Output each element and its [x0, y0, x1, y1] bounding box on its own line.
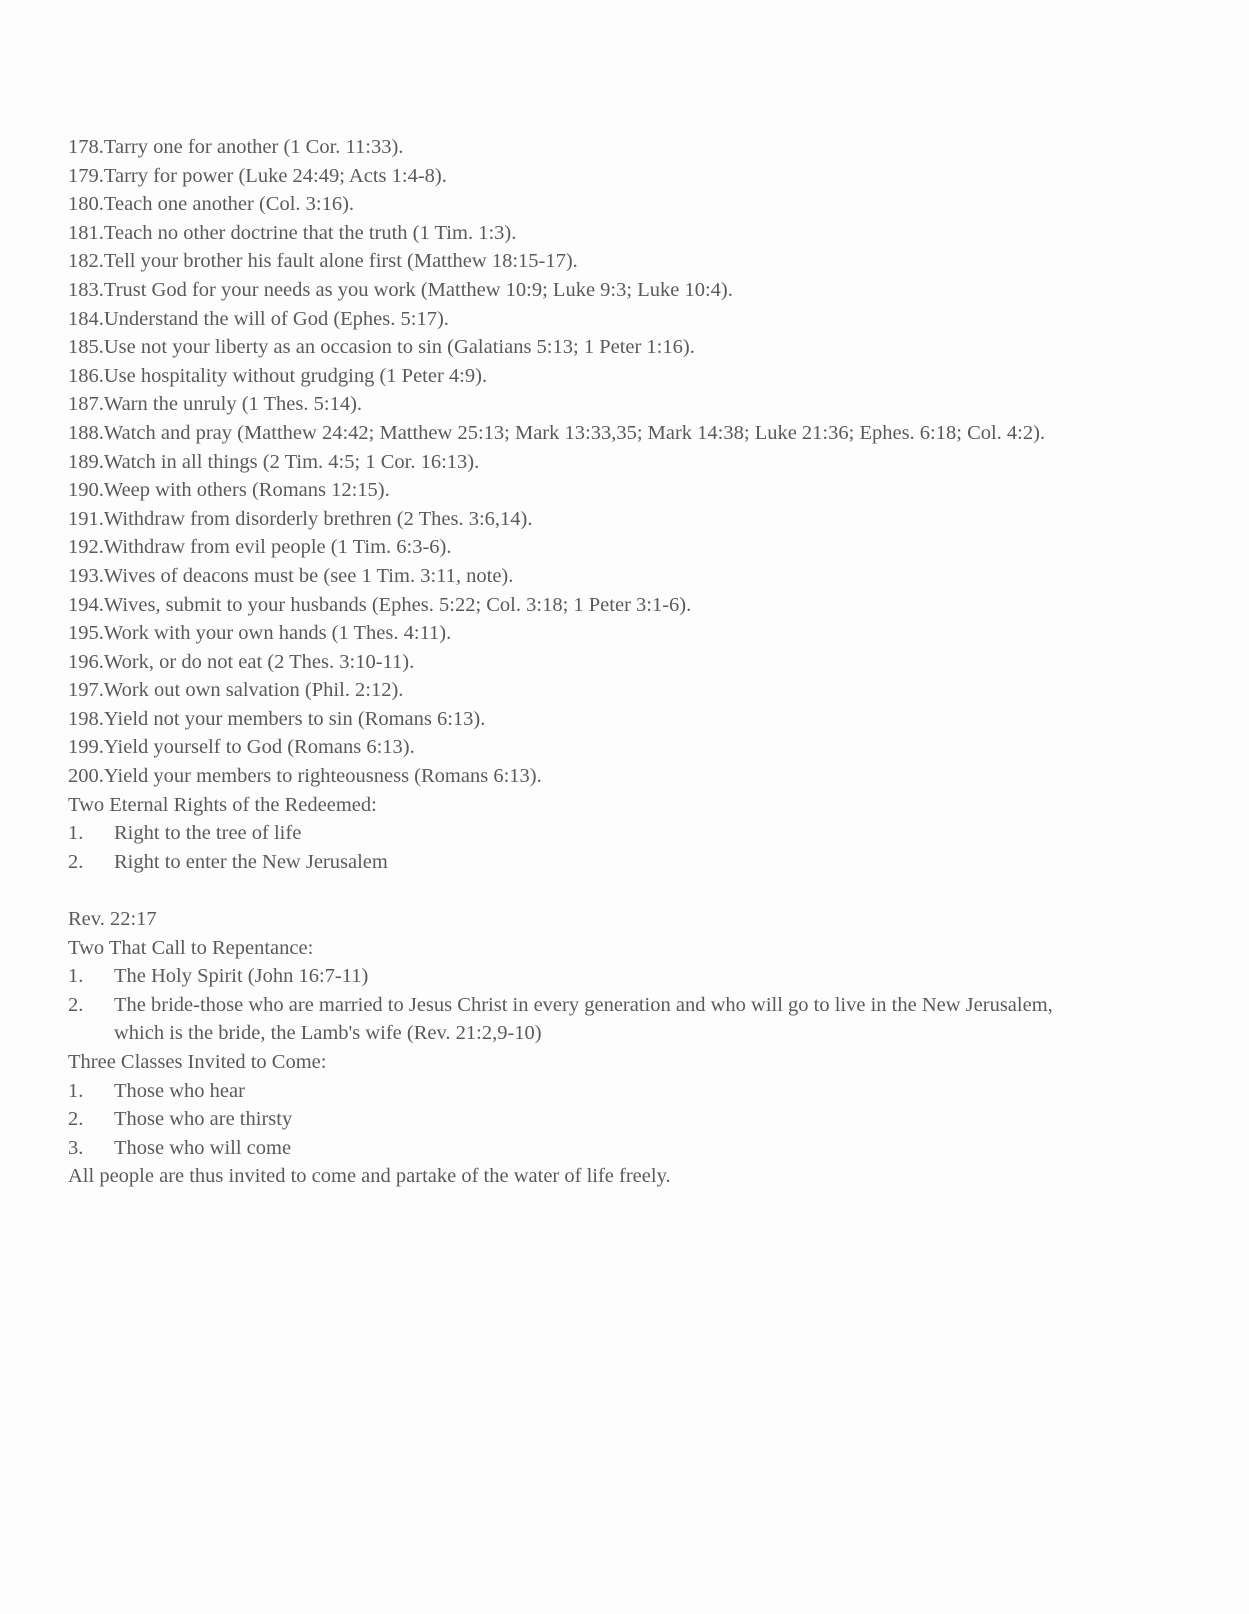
item-text: Tarry one for another (1 Cor. 11:33). [103, 136, 404, 158]
section-heading-rights: Two Eternal Rights of the Redeemed: [68, 793, 377, 816]
list-item [68, 733, 1068, 762]
rights-item [68, 819, 1068, 848]
list-item [68, 448, 1068, 477]
item-text: Right to the tree of life [114, 822, 302, 845]
classes-item [68, 1105, 1068, 1134]
list-item [68, 476, 1068, 505]
item-number: 188. [68, 421, 104, 444]
item-text: Work with your own hands (1 Thes. 4:11). [103, 622, 452, 645]
item-number: 186. [68, 364, 104, 387]
list-item [68, 562, 1068, 591]
item-text: Wives, submit to your husbands (Ephes. 5:22; Col. 3:18; 1 Peter 3:1-6). [103, 593, 692, 616]
rights-item [68, 848, 1068, 877]
item-text: Trust God for your needs as you work (Matthew 10:9; Luke 9:3; Luke 10:4). [103, 278, 733, 301]
item-marker: 2. [68, 1108, 84, 1131]
item-text: Use hospitality without grudging (1 Peter 4:9). [103, 364, 488, 387]
item-text: Teach no other doctrine that the truth (1 Tim. 1:3). [103, 221, 517, 244]
item-number: 192. [68, 536, 104, 559]
blank-line [68, 876, 1068, 905]
item-text: Yield your members to righteousness (Romans 6:13). [103, 765, 542, 788]
item-text: Withdraw from evil people (1 Tim. 6:3-6). [103, 536, 452, 559]
list-item [68, 247, 1068, 276]
list-item [68, 762, 1068, 791]
item-number: 193. [68, 564, 104, 587]
item-marker: 2. [68, 993, 84, 1016]
item-text: Teach one another (Col. 3:16). [103, 193, 355, 216]
item-text: Yield yourself to God (Romans 6:13). [103, 736, 415, 759]
item-text: Warn the unruly (1 Thes. 5:14). [103, 393, 363, 416]
item-number: 199. [68, 736, 104, 759]
call-item [68, 991, 1068, 1048]
item-number: 182. [68, 250, 104, 273]
item-number: 180. [68, 193, 104, 216]
section-heading-call: Two That Call to Repentance: [68, 936, 314, 959]
item-number: 189. [68, 450, 104, 473]
item-text: Tarry for power (Luke 24:49; Acts 1:4-8). [103, 164, 447, 187]
list-item [68, 390, 1068, 419]
item-number: 197. [68, 679, 104, 702]
item-number: 187. [68, 393, 104, 416]
list-item [68, 133, 1068, 162]
section-heading-classes: Three Classes Invited to Come: [68, 1051, 327, 1073]
item-number: 191. [68, 507, 104, 530]
item-marker: 2. [68, 850, 84, 873]
list-item [68, 705, 1068, 734]
list-item [68, 533, 1068, 562]
list-item [68, 276, 1068, 305]
item-number: 200. [68, 765, 104, 788]
item-text: Tell your brother his fault alone first (Matthew 18:15-17). [103, 250, 578, 273]
item-number: 198. [68, 707, 104, 730]
list-item [68, 305, 1068, 334]
list-item [68, 362, 1068, 391]
item-text: Right to enter the New Jerusalem [114, 850, 388, 873]
item-text: Those who hear [114, 1079, 245, 1102]
list-item [68, 333, 1068, 362]
item-text: The Holy Spirit (John 16:7-11) [114, 965, 369, 988]
item-text: The bride-those who are married to Jesus Christ in every generation and who will go to live in the New Jerusalem, which is the bride, the Lamb's wife (Rev. 21:2,9-10) [114, 993, 1053, 1045]
list-item [68, 591, 1068, 620]
item-marker: 3. [68, 1136, 84, 1159]
scripture-reference: Rev. 22:17 [68, 908, 157, 931]
item-text: Withdraw from disorderly brethren (2 Thes. 3:6,14). [103, 507, 533, 530]
item-marker: 1. [68, 822, 84, 845]
list-item [68, 648, 1068, 677]
list-item [68, 219, 1068, 248]
item-number: 196. [68, 650, 104, 673]
list-item [68, 619, 1068, 648]
closing-statement: All people are thus invited to come and partake of the water of life freely. [68, 1165, 671, 1188]
classes-item [68, 1134, 1068, 1163]
list-item [68, 676, 1068, 705]
item-text: Those who are thirsty [114, 1108, 293, 1131]
item-number: 183. [68, 278, 104, 301]
item-text: Work out own salvation (Phil. 2:12). [103, 679, 404, 702]
item-number: 184. [68, 307, 104, 330]
item-text: Those who will come [114, 1136, 292, 1159]
item-number: 190. [68, 479, 104, 502]
item-text: Watch in all things (2 Tim. 4:5; 1 Cor. 16:13). [103, 450, 480, 473]
item-text: Wives of deacons must be (see 1 Tim. 3:11, note). [103, 564, 514, 587]
item-text: Yield not your members to sin (Romans 6:13). [103, 707, 486, 730]
item-text: Work, or do not eat (2 Thes. 3:10-11). [103, 650, 415, 673]
item-number: 194. [68, 593, 104, 616]
item-number: 179. [68, 164, 104, 187]
item-number: 195. [68, 622, 104, 645]
document-body [68, 133, 1068, 1191]
item-marker: 1. [68, 965, 84, 988]
item-text: Understand the will of God (Ephes. 5:17). [103, 307, 449, 330]
item-text: Watch and pray (Matthew 24:42; Matthew 25:13; Mark 13:33,35; Mark 14:38; Luke 21:36; Ephes. 6:18; Col. 4:2). [103, 421, 1046, 444]
classes-item [68, 1077, 1068, 1106]
list-item [68, 505, 1068, 534]
item-text: Weep with others (Romans 12:15). [103, 479, 390, 502]
item-number: 185. [68, 336, 104, 359]
item-number: 181. [68, 221, 104, 244]
item-number: 178. [68, 136, 104, 158]
item-text: Use not your liberty as an occasion to sin (Galatians 5:13; 1 Peter 1:16). [103, 336, 695, 359]
call-item [68, 962, 1068, 991]
list-item [68, 419, 1068, 448]
item-marker: 1. [68, 1079, 84, 1102]
list-item [68, 162, 1068, 191]
list-item [68, 190, 1068, 219]
